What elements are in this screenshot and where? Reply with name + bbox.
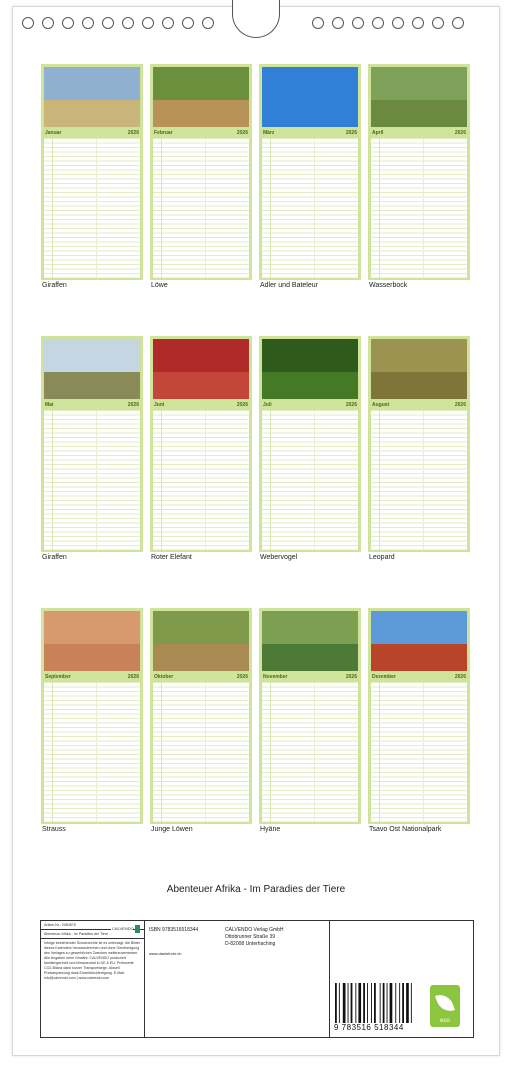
barcode-bar bbox=[402, 983, 404, 1023]
barcode-area bbox=[329, 921, 473, 1037]
month-name: Oktober bbox=[154, 674, 174, 680]
barcode-number: 9 783516 518344 bbox=[334, 1023, 404, 1032]
photo-caption: Webervogel bbox=[260, 554, 298, 561]
barcode-bar bbox=[395, 983, 396, 1023]
month-year: 2026 bbox=[345, 402, 357, 408]
month-12 bbox=[368, 608, 470, 824]
month-11 bbox=[259, 608, 361, 824]
barcode-bar bbox=[358, 983, 361, 1023]
month-header bbox=[44, 129, 140, 137]
leaf-icon bbox=[435, 991, 455, 1015]
barcode-bar bbox=[383, 983, 385, 1023]
month-header bbox=[262, 129, 358, 137]
month-year: 2026 bbox=[236, 402, 248, 408]
month-name: April bbox=[372, 130, 384, 136]
day-grid bbox=[153, 682, 249, 822]
day-grid bbox=[371, 138, 467, 278]
barcode-bar bbox=[363, 983, 365, 1023]
month-10 bbox=[150, 608, 252, 824]
day-grid bbox=[44, 682, 140, 822]
month-year: 2026 bbox=[127, 674, 139, 680]
month-name: Januar bbox=[45, 130, 62, 136]
month-8 bbox=[368, 336, 470, 552]
giraffes-photo bbox=[44, 67, 140, 127]
publisher-street: Ottobrunner Straße 39 bbox=[225, 934, 276, 940]
day-grid bbox=[371, 682, 467, 822]
photo-caption: Giraffen bbox=[42, 554, 67, 561]
barcode-bar bbox=[367, 983, 368, 1023]
month-name: Dezember bbox=[372, 674, 396, 680]
barcode-bar bbox=[374, 983, 376, 1023]
photo-caption: Hyäne bbox=[260, 826, 281, 833]
month-year: 2026 bbox=[345, 130, 357, 136]
hyena-photo bbox=[262, 611, 358, 671]
month-7 bbox=[259, 336, 361, 552]
barcode-bar bbox=[406, 983, 409, 1023]
month-name: Februar bbox=[154, 130, 173, 136]
month-1 bbox=[41, 64, 143, 280]
imprint-left-column bbox=[41, 921, 145, 1037]
photo-caption: Giraffen bbox=[42, 282, 67, 289]
barcode-bar bbox=[371, 983, 372, 1023]
barcode-bar bbox=[411, 983, 412, 1023]
month-year: 2026 bbox=[454, 674, 466, 680]
lion-cubs-photo bbox=[153, 611, 249, 671]
day-grid bbox=[262, 682, 358, 822]
month-name: November bbox=[263, 674, 288, 680]
month-6 bbox=[150, 336, 252, 552]
isbn: ISBN 9783516518344 bbox=[149, 927, 199, 933]
publisher-address bbox=[225, 927, 284, 948]
month-year: 2026 bbox=[454, 130, 466, 136]
legal-text: Infolge bestehender Schutzrechte ist es untersagt, die Bilder dieses Kalenders herauszutrennen und ohne Genehmigung des Verlages zu gewerblichen Zwecken weiterzuverwerten. Alle Angaben ohne Gewähr. CALVENDO produziert familiengerecht und klimaneutral in DE & EU. Preiswerte CO2-Bilanz dank kurzer Transportwege. Aktuell Preisanpassung dank Einzelstückfertigung. E-Mail: info@calvendo.com | www.calvendo.com bbox=[44, 941, 141, 980]
barcode-bar bbox=[380, 983, 381, 1023]
month-name: März bbox=[263, 130, 275, 136]
barcode-bar bbox=[339, 983, 340, 1023]
month-5 bbox=[41, 336, 143, 552]
photo-caption: Junge Löwen bbox=[151, 826, 193, 833]
eco-label: eco bbox=[440, 1018, 450, 1024]
day-grid bbox=[153, 138, 249, 278]
month-header bbox=[153, 673, 249, 681]
barcode-bar bbox=[390, 983, 393, 1023]
month-year: 2026 bbox=[454, 402, 466, 408]
month-header bbox=[371, 129, 467, 137]
month-header bbox=[262, 673, 358, 681]
month-4 bbox=[368, 64, 470, 280]
imprint-footer bbox=[40, 920, 474, 1038]
ostrich-photo bbox=[44, 611, 140, 671]
month-header bbox=[153, 129, 249, 137]
barcode-bar bbox=[387, 983, 388, 1023]
lioness-photo bbox=[153, 67, 249, 127]
publisher-city: D-82008 Unterhaching bbox=[225, 941, 276, 947]
month-year: 2026 bbox=[236, 130, 248, 136]
publisher-name: CALVENDO Verlag GmbH bbox=[225, 927, 284, 933]
day-grid bbox=[262, 138, 358, 278]
giraffe-drinking-photo bbox=[44, 339, 140, 399]
savanna-photo bbox=[371, 611, 467, 671]
month-header bbox=[371, 673, 467, 681]
photo-caption: Leopard bbox=[369, 554, 395, 561]
photo-caption: Strauss bbox=[42, 826, 66, 833]
month-3 bbox=[259, 64, 361, 280]
month-name: Mai bbox=[45, 402, 54, 408]
eco-badge bbox=[430, 985, 460, 1027]
calvendo-logo bbox=[111, 924, 141, 934]
day-grid bbox=[44, 138, 140, 278]
month-header bbox=[153, 401, 249, 409]
month-header bbox=[44, 673, 140, 681]
month-year: 2026 bbox=[236, 674, 248, 680]
waterbuck-photo bbox=[371, 67, 467, 127]
day-grid bbox=[153, 410, 249, 550]
barcode-bar bbox=[343, 983, 346, 1023]
leopard-photo bbox=[371, 339, 467, 399]
month-name: Juni bbox=[154, 402, 165, 408]
svg-text:CALVENDO: CALVENDO bbox=[112, 926, 134, 931]
calendar-title: Abenteuer Afrika - Im Paradies der Tiere bbox=[166, 884, 346, 895]
day-grid bbox=[44, 410, 140, 550]
photo-caption: Roter Elefant bbox=[151, 554, 192, 561]
month-header bbox=[44, 401, 140, 409]
red-elephant-photo bbox=[153, 339, 249, 399]
photo-caption: Tsavo Ost Nationalpark bbox=[369, 826, 442, 833]
barcode-bar bbox=[355, 983, 356, 1023]
barcode-bar bbox=[335, 983, 337, 1023]
month-name: Juli bbox=[263, 402, 272, 408]
article-number: Artikel-Nr.: 2084875 bbox=[41, 921, 144, 930]
weaver-bird-photo bbox=[262, 339, 358, 399]
photo-caption: Adler und Bateleur bbox=[260, 282, 318, 289]
month-year: 2026 bbox=[345, 674, 357, 680]
eagles-photo bbox=[262, 67, 358, 127]
month-name: September bbox=[45, 674, 71, 680]
month-2 bbox=[150, 64, 252, 280]
barcode-bar bbox=[399, 983, 400, 1023]
month-header bbox=[262, 401, 358, 409]
barcode bbox=[334, 983, 416, 1023]
month-year: 2026 bbox=[127, 130, 139, 136]
author-url: www.danielrohr.ch bbox=[149, 951, 182, 956]
month-name: August bbox=[372, 402, 390, 408]
photo-caption: Löwe bbox=[151, 282, 168, 289]
day-grid bbox=[262, 410, 358, 550]
photo-caption: Wasserbock bbox=[369, 282, 408, 289]
month-header bbox=[371, 401, 467, 409]
day-grid bbox=[371, 410, 467, 550]
month-year: 2026 bbox=[127, 402, 139, 408]
barcode-bar bbox=[351, 983, 353, 1023]
month-9 bbox=[41, 608, 143, 824]
barcode-bar bbox=[348, 983, 349, 1023]
imprint-calendar-title: Abenteuer Afrika - Im Paradies der Tiere bbox=[41, 930, 144, 939]
